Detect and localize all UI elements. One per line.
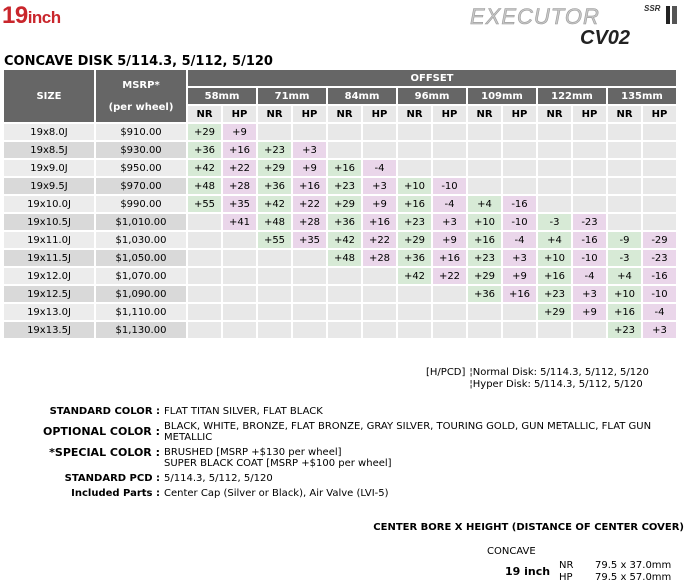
nr-offset-cell: +23 (398, 214, 431, 230)
nr-offset-cell (258, 286, 291, 302)
hp-offset-cell (363, 304, 396, 320)
nr-offset-cell (538, 142, 571, 158)
nr-offset-cell (468, 142, 501, 158)
executor-cv02-logo (468, 2, 684, 46)
nr-header: NR (188, 106, 221, 122)
offset-header: OFFSET (188, 70, 676, 86)
hp-offset-cell: -16 (573, 232, 606, 248)
hp-offset-cell: -4 (433, 196, 466, 212)
nr-offset-cell: +4 (538, 232, 571, 248)
hp-offset-cell: +28 (363, 250, 396, 266)
hp-offset-cell (293, 286, 326, 302)
hp-offset-cell: +22 (223, 160, 256, 176)
offset-84mm: 84mm (328, 88, 396, 104)
nr-offset-cell: +42 (398, 268, 431, 284)
size-number: 19 (2, 2, 28, 29)
hp-offset-cell (363, 124, 396, 140)
hp-offset-cell (643, 196, 676, 212)
size-cell: 19x8.5J (4, 142, 94, 158)
spec-standard-pcd: STANDARD PCD : 5/114.3, 5/112, 5/120 (64, 473, 273, 484)
hp-offset-cell: +35 (293, 232, 326, 248)
offset-122mm: 122mm (538, 88, 606, 104)
hp-offset-cell: -16 (503, 196, 536, 212)
nr-offset-cell (538, 196, 571, 212)
nr-offset-cell: +36 (258, 178, 291, 194)
hp-offset-cell (223, 286, 256, 302)
hp-offset-cell (223, 304, 256, 320)
nr-offset-cell: +55 (258, 232, 291, 248)
hp-offset-cell: +16 (503, 286, 536, 302)
hp-offset-cell (503, 322, 536, 338)
table-row (4, 124, 676, 140)
hp-offset-cell (643, 178, 676, 194)
nr-offset-cell (538, 160, 571, 176)
nr-offset-cell (398, 322, 431, 338)
nr-offset-cell (608, 196, 641, 212)
hpcd-note: [H/PCD] ¦Normal Disk: 5/114.3, 5/112, 5/120 ¦Hyper Disk: 5/114.3, 5/112, 5/120 (426, 367, 649, 390)
nr-offset-cell: +36 (328, 214, 361, 230)
hp-offset-cell: +3 (643, 322, 676, 338)
nr-offset-cell: +23 (258, 142, 291, 158)
nr-offset-cell: +4 (608, 268, 641, 284)
svg-text:CV02: CV02 (580, 27, 631, 46)
nr-offset-cell (188, 250, 221, 266)
hp-header: HP (223, 106, 256, 122)
center-bore-disk: CONCAVE (487, 546, 536, 557)
nr-offset-cell: +23 (538, 286, 571, 302)
hp-offset-cell (503, 160, 536, 176)
offset-71mm: 71mm (258, 88, 326, 104)
hp-offset-cell (503, 178, 536, 194)
hp-offset-cell (643, 160, 676, 176)
nr-offset-cell: +42 (328, 232, 361, 248)
nr-offset-cell (328, 142, 361, 158)
msrp-cell: $1,070.00 (96, 268, 186, 284)
msrp-cell: $930.00 (96, 142, 186, 158)
nr-offset-cell: +23 (608, 322, 641, 338)
offset-58mm: 58mm (188, 88, 256, 104)
nr-offset-cell (328, 286, 361, 302)
hp-offset-cell: -10 (503, 214, 536, 230)
hp-offset-cell: +3 (433, 214, 466, 230)
hp-offset-cell: +41 (223, 214, 256, 230)
nr-offset-cell: +10 (608, 286, 641, 302)
table-row (4, 250, 676, 266)
hp-offset-cell (573, 124, 606, 140)
hp-header: HP (503, 106, 536, 122)
hp-offset-cell (573, 160, 606, 176)
size-cell: 19x11.5J (4, 250, 94, 266)
hp-offset-cell: +3 (503, 250, 536, 266)
msrp-cell: $1,090.00 (96, 286, 186, 302)
hp-offset-cell: +22 (363, 232, 396, 248)
hp-offset-cell (363, 268, 396, 284)
hp-offset-cell: -4 (643, 304, 676, 320)
svg-text:SSR: SSR (644, 4, 661, 13)
page-title (2, 2, 61, 30)
hp-offset-cell: +16 (363, 214, 396, 230)
nr-offset-cell (468, 304, 501, 320)
nr-offset-cell: +29 (258, 160, 291, 176)
nr-offset-cell: +16 (538, 268, 571, 284)
hp-offset-cell: +28 (223, 178, 256, 194)
hp-offset-cell (433, 322, 466, 338)
hp-header: HP (293, 106, 326, 122)
spec-included-parts: Included Parts : Center Cap (Silver or Black), Air Valve (LVI-5) (71, 488, 389, 499)
nr-offset-cell (328, 304, 361, 320)
size-cell: 19x9.5J (4, 178, 94, 194)
hp-offset-cell: +22 (293, 196, 326, 212)
nr-offset-cell: +29 (538, 304, 571, 320)
nr-offset-cell (188, 214, 221, 230)
nr-offset-cell: +10 (538, 250, 571, 266)
msrp-header: MSRP* (per wheel) (96, 70, 186, 122)
size-cell: 19x9.0J (4, 160, 94, 176)
hp-offset-cell (433, 286, 466, 302)
hp-offset-cell: +9 (223, 124, 256, 140)
nr-offset-cell (608, 142, 641, 158)
hp-offset-cell (643, 124, 676, 140)
hp-offset-cell (643, 214, 676, 230)
hp-offset-cell (433, 304, 466, 320)
hp-offset-cell (573, 322, 606, 338)
size-offset-table (2, 68, 678, 340)
nr-offset-cell (608, 124, 641, 140)
specifications (0, 406, 684, 503)
center-bore-title: CENTER BORE X HEIGHT (DISTANCE OF CENTER COVER) (373, 522, 684, 533)
size-cell: 19x12.5J (4, 286, 94, 302)
size-unit: inch (27, 8, 61, 27)
nr-header: NR (468, 106, 501, 122)
msrp-cell: $1,130.00 (96, 322, 186, 338)
table-row (4, 142, 676, 158)
msrp-cell: $1,050.00 (96, 250, 186, 266)
nr-offset-cell (188, 322, 221, 338)
nr-offset-cell (398, 124, 431, 140)
hp-offset-cell: -23 (643, 250, 676, 266)
nr-offset-cell (398, 142, 431, 158)
nr-offset-cell (258, 304, 291, 320)
normal-disk-pcd: ¦Normal Disk: 5/114.3, 5/112, 5/120 (469, 367, 649, 378)
hp-offset-cell: +3 (363, 178, 396, 194)
hp-offset-cell (503, 304, 536, 320)
size-cell: 19x13.0J (4, 304, 94, 320)
table-row (4, 304, 676, 320)
nr-offset-cell: +23 (328, 178, 361, 194)
nr-offset-cell: +55 (188, 196, 221, 212)
hp-header: HP (433, 106, 466, 122)
hp-offset-cell (433, 142, 466, 158)
hp-offset-cell: +9 (503, 268, 536, 284)
size-cell: 19x10.5J (4, 214, 94, 230)
nr-offset-cell: +36 (398, 250, 431, 266)
nr-offset-cell (328, 124, 361, 140)
nr-header: NR (398, 106, 431, 122)
hp-offset-cell (573, 142, 606, 158)
nr-offset-cell: +23 (468, 250, 501, 266)
hp-offset-cell (223, 268, 256, 284)
nr-offset-cell: +16 (398, 196, 431, 212)
center-bore-values: NR 79.5 x 37.0mm HP 79.5 x 57.0mm (559, 560, 672, 583)
hp-offset-cell: +16 (223, 142, 256, 158)
nr-offset-cell (328, 268, 361, 284)
table-row (4, 268, 676, 284)
table-row (4, 286, 676, 302)
offset-96mm: 96mm (398, 88, 466, 104)
msrp-cell: $970.00 (96, 178, 186, 194)
hp-offset-cell: +28 (293, 214, 326, 230)
nr-offset-cell: -9 (608, 232, 641, 248)
nr-header: NR (538, 106, 571, 122)
hp-offset-cell (223, 250, 256, 266)
nr-offset-cell: +42 (188, 160, 221, 176)
msrp-cell: $1,030.00 (96, 232, 186, 248)
hp-offset-cell (503, 124, 536, 140)
spec-optional-color: OPTIONAL COLOR : BLACK, WHITE, BRONZE, FLAT BRONZE, GRAY SILVER, TOURING GOLD, GUN METALLIC, FLAT GUN METALLIC (42, 421, 652, 443)
hp-offset-cell: +9 (573, 304, 606, 320)
nr-offset-cell (188, 232, 221, 248)
nr-offset-cell: +36 (468, 286, 501, 302)
nr-offset-cell: +10 (398, 178, 431, 194)
hp-offset-cell: -23 (573, 214, 606, 230)
hp-offset-cell: +9 (433, 232, 466, 248)
hp-offset-cell (293, 250, 326, 266)
table-row (4, 196, 676, 212)
hp-offset-cell: +16 (293, 178, 326, 194)
size-cell: 19x11.0J (4, 232, 94, 248)
hp-offset-cell: -10 (643, 286, 676, 302)
hp-offset-cell (643, 142, 676, 158)
nr-offset-cell: +29 (398, 232, 431, 248)
spec-standard-color: STANDARD COLOR : FLAT TITAN SILVER, FLAT BLACK (49, 406, 323, 417)
hp-offset-cell (223, 322, 256, 338)
msrp-cell: $990.00 (96, 196, 186, 212)
hp-offset-cell (293, 124, 326, 140)
nr-offset-cell (468, 322, 501, 338)
nr-offset-cell: +29 (328, 196, 361, 212)
msrp-cell: $910.00 (96, 124, 186, 140)
table-row (4, 232, 676, 248)
hp-offset-cell (433, 160, 466, 176)
nr-offset-cell: +42 (258, 196, 291, 212)
nr-offset-cell (188, 268, 221, 284)
disk-subtitle: CONCAVE DISK 5/114.3, 5/112, 5/120 (4, 54, 273, 69)
nr-offset-cell (258, 322, 291, 338)
nr-offset-cell: +29 (188, 124, 221, 140)
hp-header: HP (573, 106, 606, 122)
hp-offset-cell: +16 (433, 250, 466, 266)
size-cell: 19x10.0J (4, 196, 94, 212)
nr-offset-cell: +16 (608, 304, 641, 320)
hyper-disk-pcd: ¦Hyper Disk: 5/114.3, 5/112, 5/120 (469, 379, 643, 390)
nr-offset-cell (258, 250, 291, 266)
hp-offset-cell (293, 322, 326, 338)
nr-offset-cell: +10 (468, 214, 501, 230)
table-row (4, 322, 676, 338)
hp-offset-cell (433, 124, 466, 140)
hp-offset-cell: +35 (223, 196, 256, 212)
hp-offset-cell: +9 (363, 196, 396, 212)
nr-offset-cell (538, 124, 571, 140)
msrp-cell: $1,110.00 (96, 304, 186, 320)
nr-offset-cell (258, 124, 291, 140)
nr-offset-cell (398, 160, 431, 176)
nr-offset-cell (188, 304, 221, 320)
nr-offset-cell (188, 286, 221, 302)
offset-135mm: 135mm (608, 88, 676, 104)
size-cell: 19x8.0J (4, 124, 94, 140)
nr-offset-cell (608, 160, 641, 176)
hp-offset-cell: -4 (573, 268, 606, 284)
nr-offset-cell: +29 (468, 268, 501, 284)
table-row (4, 214, 676, 230)
nr-offset-cell (608, 214, 641, 230)
offset-109mm: 109mm (468, 88, 536, 104)
hp-offset-cell (363, 142, 396, 158)
hp-offset-cell: +22 (433, 268, 466, 284)
nr-offset-cell (468, 178, 501, 194)
nr-offset-cell: +36 (188, 142, 221, 158)
nr-offset-cell: -3 (608, 250, 641, 266)
hp-offset-cell: -10 (573, 250, 606, 266)
nr-offset-cell (608, 178, 641, 194)
hp-offset-cell (573, 196, 606, 212)
hp-offset-cell (363, 286, 396, 302)
table-row (4, 160, 676, 176)
nr-offset-cell: -3 (538, 214, 571, 230)
nr-offset-cell (538, 178, 571, 194)
nr-offset-cell: +48 (328, 250, 361, 266)
hp-offset-cell (573, 178, 606, 194)
hp-offset-cell (293, 304, 326, 320)
nr-offset-cell: +48 (258, 214, 291, 230)
hp-offset-cell (293, 268, 326, 284)
nr-offset-cell: +16 (468, 232, 501, 248)
nr-header: NR (258, 106, 291, 122)
hp-offset-cell: +3 (573, 286, 606, 302)
hp-header: HP (363, 106, 396, 122)
hp-offset-cell: +3 (293, 142, 326, 158)
msrp-cell: $950.00 (96, 160, 186, 176)
hp-offset-cell (503, 142, 536, 158)
nr-offset-cell (468, 124, 501, 140)
nr-offset-cell (258, 268, 291, 284)
hp-offset-cell (223, 232, 256, 248)
msrp-cell: $1,010.00 (96, 214, 186, 230)
hp-offset-cell: -10 (433, 178, 466, 194)
hp-offset-cell: -4 (503, 232, 536, 248)
size-header: SIZE (4, 70, 94, 122)
spec-special-color: *SPECIAL COLOR : BRUSHED [MSRP +$130 per wheel] SUPER BLACK COAT [MSRP +$100 per wheel] (49, 446, 392, 469)
size-cell: 19x12.0J (4, 268, 94, 284)
hp-offset-cell: +9 (293, 160, 326, 176)
nr-offset-cell (468, 160, 501, 176)
nr-offset-cell: +48 (188, 178, 221, 194)
nr-offset-cell (328, 322, 361, 338)
nr-header: NR (328, 106, 361, 122)
hp-offset-cell (363, 322, 396, 338)
hp-offset-cell: -29 (643, 232, 676, 248)
center-bore-size: 19 inch (505, 565, 551, 578)
hp-offset-cell: -4 (363, 160, 396, 176)
nr-header: NR (608, 106, 641, 122)
hp-offset-cell: -16 (643, 268, 676, 284)
nr-offset-cell (398, 304, 431, 320)
table-row (4, 178, 676, 194)
nr-offset-cell (538, 322, 571, 338)
svg-text:EXECUTOR: EXECUTOR (470, 4, 600, 29)
size-cell: 19x13.5J (4, 322, 94, 338)
nr-offset-cell: +16 (328, 160, 361, 176)
nr-offset-cell: +4 (468, 196, 501, 212)
hp-header: HP (643, 106, 676, 122)
nr-offset-cell (398, 286, 431, 302)
